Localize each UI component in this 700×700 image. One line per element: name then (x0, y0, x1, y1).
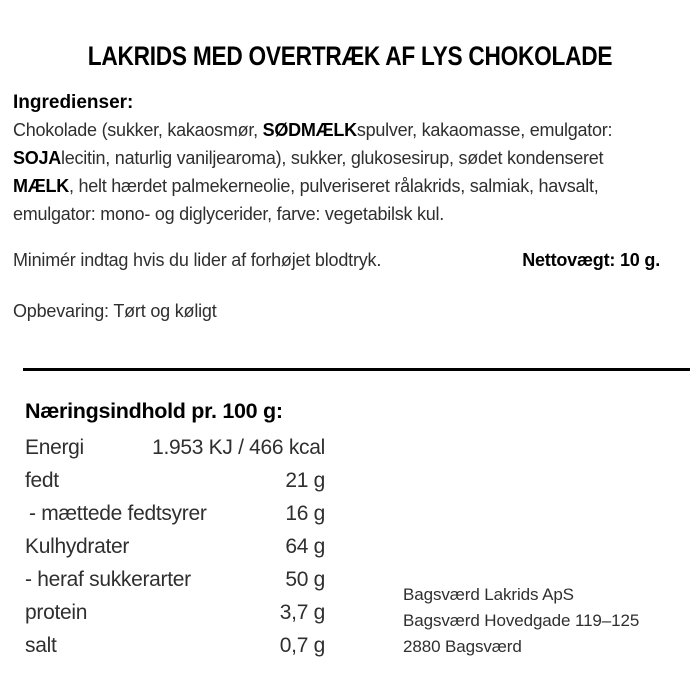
ingredients-line (13, 200, 700, 228)
allergen-text: MÆLK (13, 176, 69, 196)
ingredient-text: lecitin, naturlig vaniljearoma), sukker, glukosesirup, sødet kondenseret (61, 148, 604, 168)
nutrition-label: protein (25, 601, 88, 624)
nutrition-label: - heraf sukkerarter (25, 568, 191, 591)
nutrition-value: 0,7 g (279, 634, 325, 657)
nutrition-label: salt (25, 634, 57, 657)
allergen-text: SOJA (13, 148, 62, 168)
ingredients-text (13, 116, 700, 228)
ingredients-line (13, 172, 700, 200)
product-title: LAKRIDS MED OVERTRÆK AF LYS CHOKOLADE (87, 41, 613, 71)
manufacturer-line: Bagsværd Hovedgade 119–125 (403, 611, 640, 630)
nutrition-value: 1.953 KJ / 466 kcal (152, 436, 325, 459)
ingredient-text: spulver, kakaomasse, emulgator: (356, 120, 613, 140)
nutrition-row (25, 563, 325, 596)
nutrition-value: 50 g (285, 568, 325, 591)
nutrition-row (25, 629, 325, 662)
nutrition-value: 16 g (285, 502, 325, 525)
manufacturer-address (403, 582, 639, 660)
nutrition-row (25, 464, 325, 497)
nutrition-row (25, 497, 325, 530)
storage-instructions: Opbevaring: Tørt og køligt (13, 301, 217, 321)
nutrition-value: 3,7 g (279, 601, 325, 624)
ingredient-text: emulgator: mono- og diglycerider, farve: vegetabilsk kul. (13, 204, 444, 224)
nutrition-row (25, 530, 325, 563)
nutrition-row (25, 596, 325, 629)
nutrition-label: - mættede fedtsyrer (29, 502, 207, 525)
nutrition-heading: Næringsindhold pr. 100 g: (25, 399, 283, 423)
ingredients-heading: Ingredienser: (13, 92, 134, 113)
nutrition-row (25, 431, 325, 464)
nutrition-value: 21 g (285, 469, 325, 492)
nutrition-label: Kulhydrater (25, 535, 130, 558)
allergen-text: SØDMÆLK (262, 120, 357, 140)
ingredient-text: , helt hærdet palmekerneolie, pulveriseret rålakrids, salmiak, havsalt, (69, 176, 599, 196)
ingredients-line (13, 144, 700, 172)
manufacturer-line: Bagsværd Lakrids ApS (403, 585, 574, 604)
nutrition-label: Energi (25, 436, 84, 459)
ingredients-line (13, 116, 700, 144)
warning-row (13, 250, 660, 271)
section-divider (23, 368, 690, 371)
nutrition-table (25, 431, 325, 662)
ingredient-text: Chokolade (sukker, kakaosmør, (13, 120, 263, 140)
manufacturer-line: 2880 Bagsværd (403, 637, 522, 656)
nutrition-label: fedt (25, 469, 59, 492)
net-weight: Nettovægt: 10 g. (522, 250, 660, 270)
nutrition-value: 64 g (285, 535, 325, 558)
blood-pressure-warning: Minimér indtag hvis du lider af forhøjet blodtryk. (13, 250, 382, 270)
